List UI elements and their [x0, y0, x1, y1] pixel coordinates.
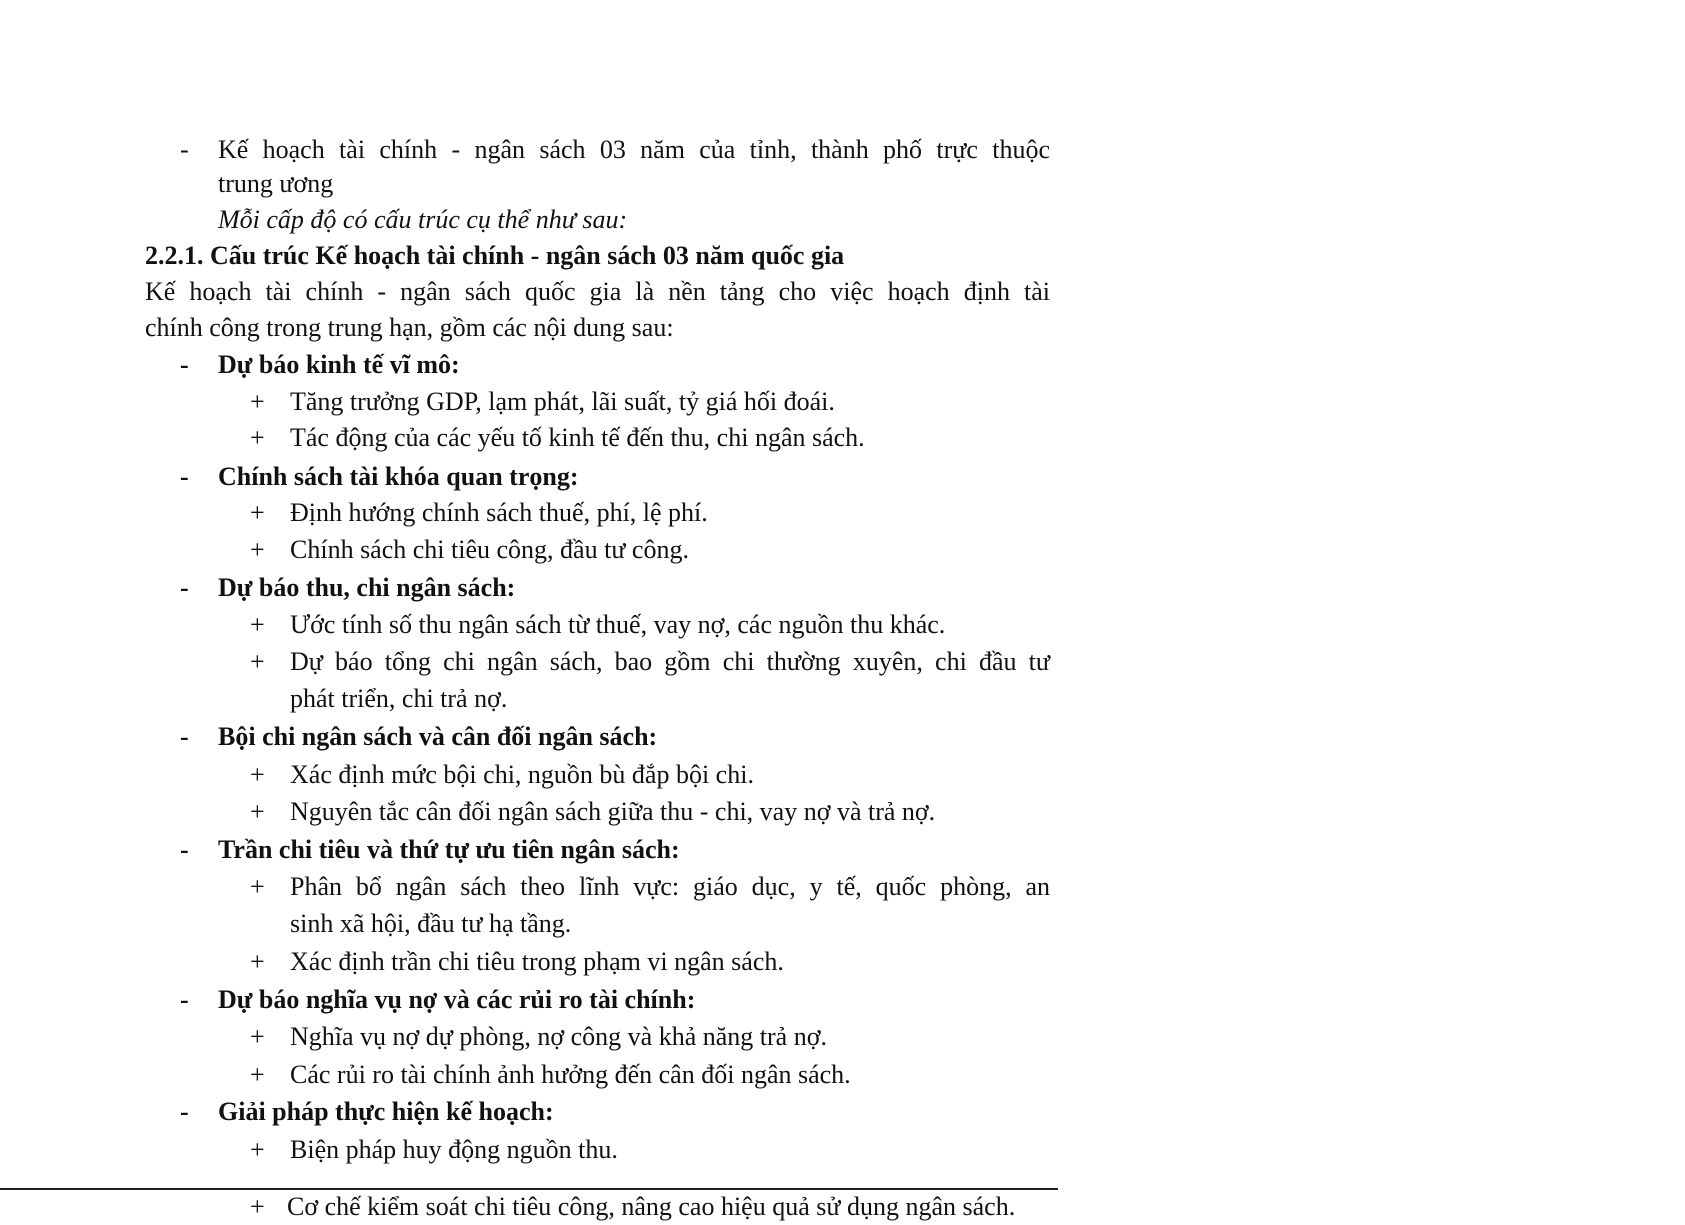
list-dash: -	[180, 462, 189, 491]
list-plus: +	[250, 535, 265, 564]
list-item: Nghĩa vụ nợ dự phòng, nợ công và khả năng trả nợ.	[290, 1022, 827, 1051]
intro-note: Mỗi cấp độ có cấu trúc cụ thể như sau:	[218, 205, 628, 234]
list-dash: -	[180, 835, 189, 864]
list-plus: +	[250, 498, 265, 527]
page-bottom-rule	[0, 1188, 1058, 1190]
list-item-line2: phát triển, chi trả nợ.	[290, 684, 508, 713]
list-plus: +	[250, 1135, 265, 1164]
list-item: Tác động của các yếu tố kinh tế đến thu, chi ngân sách.	[290, 423, 865, 452]
list-item: Ước tính số thu ngân sách từ thuế, vay nợ, các nguồn thu khác.	[290, 610, 946, 639]
section-paragraph-line2: chính công trong trung hạn, gồm các nội dung sau:	[145, 313, 674, 342]
group-title-spending-ceiling: Trần chi tiêu và thứ tự ưu tiên ngân sách:	[218, 835, 680, 864]
list-plus: +	[250, 423, 265, 452]
list-plus: +	[250, 387, 265, 416]
group-title-deficit-balance: Bội chi ngân sách và cân đối ngân sách:	[218, 722, 658, 751]
list-plus-cut: +	[250, 1192, 265, 1221]
list-dash: -	[180, 1097, 189, 1126]
list-item: Chính sách chi tiêu công, đầu tư công.	[290, 535, 689, 564]
list-item: Nguyên tắc cân đối ngân sách giữa thu - chi, vay nợ và trả nợ.	[290, 797, 936, 826]
list-item-line1: Dự báo tổng chi ngân sách, bao gồm chi thường xuyên, chi đầu tư	[290, 647, 1050, 676]
list-dash: -	[180, 573, 189, 602]
group-title-implementation: Giải pháp thực hiện kế hoạch:	[218, 1097, 554, 1126]
list-plus: +	[250, 1060, 265, 1089]
list-item: Biện pháp huy động nguồn thu.	[290, 1135, 618, 1164]
list-item-line1: Phân bổ ngân sách theo lĩnh vực: giáo dục, y tế, quốc phòng, an	[290, 872, 1050, 901]
list-item: Xác định mức bội chi, nguồn bù đắp bội chi.	[290, 760, 754, 789]
list-item: Tăng trưởng GDP, lạm phát, lãi suất, tỷ giá hối đoái.	[290, 387, 835, 416]
list-item-line2: sinh xã hội, đầu tư hạ tầng.	[290, 909, 572, 938]
list-dash: -	[180, 350, 189, 379]
section-heading: 2.2.1. Cấu trúc Kế hoạch tài chính - ngân sách 03 năm quốc gia	[145, 241, 845, 270]
intro-item-line1: Kế hoạch tài chính - ngân sách 03 năm của tỉnh, thành phố trực thuộc	[218, 135, 1050, 164]
group-title-fiscal-policy: Chính sách tài khóa quan trọng:	[218, 462, 579, 491]
list-item: Các rủi ro tài chính ảnh hưởng đến cân đối ngân sách.	[290, 1060, 851, 1089]
group-title-debt-risk: Dự báo nghĩa vụ nợ và các rủi ro tài chính:	[218, 985, 696, 1014]
list-plus: +	[250, 760, 265, 789]
list-dash: -	[180, 135, 189, 164]
section-paragraph-line1: Kế hoạch tài chính - ngân sách quốc gia là nền tảng cho việc hoạch định tài	[145, 277, 1050, 306]
list-item: Xác định trần chi tiêu trong phạm vi ngân sách.	[290, 947, 784, 976]
intro-item-line2: trung ương	[218, 169, 334, 198]
group-title-revenue-expense-forecast: Dự báo thu, chi ngân sách:	[218, 573, 516, 602]
list-plus: +	[250, 610, 265, 639]
list-item: Định hướng chính sách thuế, phí, lệ phí.	[290, 498, 708, 527]
list-plus: +	[250, 947, 265, 976]
list-plus: +	[250, 1022, 265, 1051]
list-plus: +	[250, 647, 265, 676]
group-title-macro-forecast: Dự báo kinh tế vĩ mô:	[218, 350, 460, 379]
list-dash: -	[180, 985, 189, 1014]
list-dash: -	[180, 722, 189, 751]
list-plus: +	[250, 872, 265, 901]
list-plus: +	[250, 797, 265, 826]
cut-off-line: Cơ chế kiểm soát chi tiêu công, nâng cao hiệu quả sử dụng ngân sách.	[287, 1192, 1016, 1221]
